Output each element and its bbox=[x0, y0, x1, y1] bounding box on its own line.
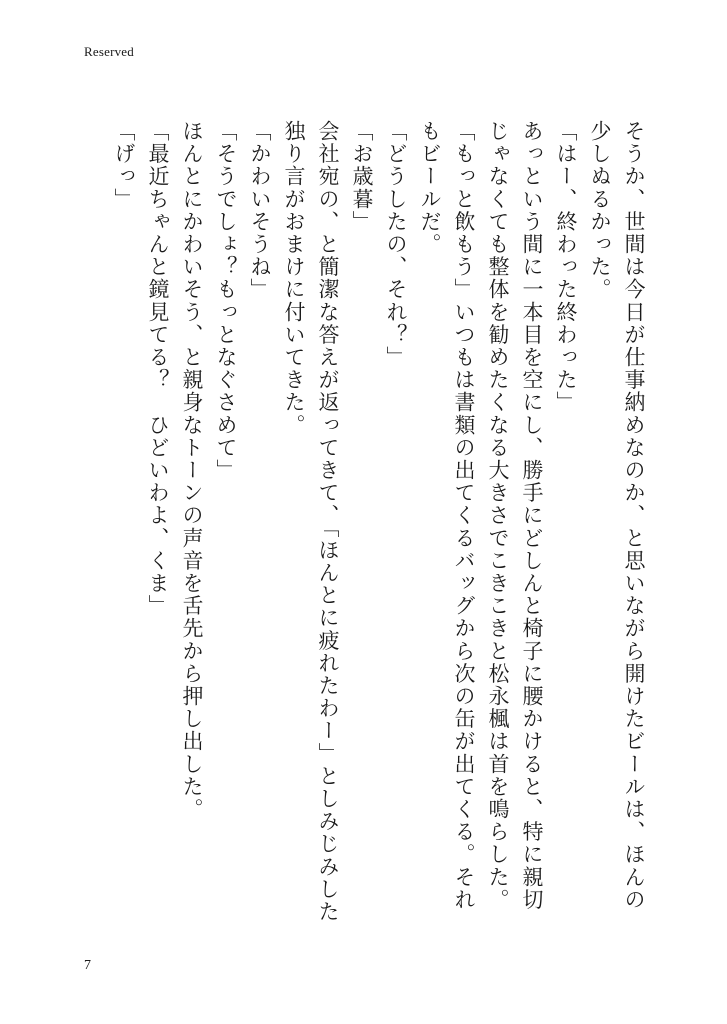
paragraph-7: 「かわいそうね」 bbox=[248, 120, 272, 301]
paragraph-11: 「げっ」 bbox=[112, 120, 136, 211]
paragraph-4: 「どうしたの、それ？」 bbox=[384, 120, 408, 369]
running-head: Reserved bbox=[84, 44, 134, 59]
paragraph-10: 「最近ちゃんと鏡見てる？ ひどいわよ、くま」 bbox=[146, 120, 170, 618]
paragraph-9: ほんとにかわいそう、と親身なトーンの声音を舌先から押し出した。 bbox=[180, 120, 204, 821]
paragraph-5: 「お歳暮」 bbox=[350, 120, 374, 233]
paragraph-6: 会社宛の、と簡潔な答えが返ってきて、「ほんとに疲れたわー」としみじみした独り言がおまけに付いてきた。 bbox=[282, 120, 340, 924]
paragraph-2: 「はー、終わった終わった」 bbox=[554, 120, 578, 414]
paragraph-1: そうか、世間は今日が仕事納めなのか、と思いながら開けたビールは、ほんの少しぬるかった。 bbox=[588, 120, 646, 911]
body-text bbox=[81, 120, 651, 930]
paragraph-3: あっという間に一本目を空にし、勝手にどしんと椅子に腰かけると、特に親切じゃなくても整体を勧めたくなる大きさでこきこきと松永楓は首を鳴らした。「もっと飲もう」いつもは書類の出てくるバッグから次の缶が出てくる。それもビールだ。 bbox=[418, 120, 544, 911]
page-number: 7 bbox=[84, 958, 91, 973]
paragraph-8: 「そうでしょ？もっとなぐさめて」 bbox=[214, 120, 238, 482]
